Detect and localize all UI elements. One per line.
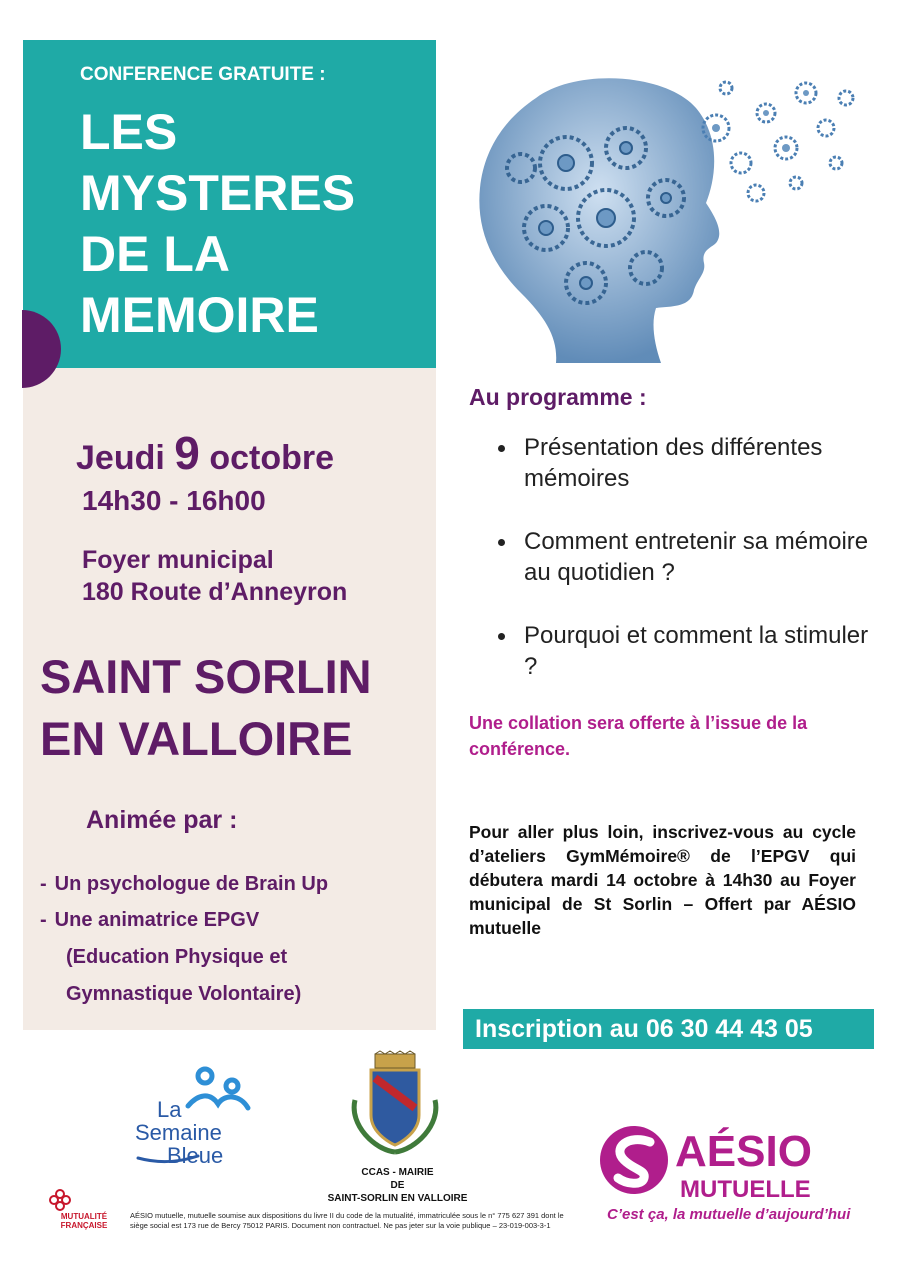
event-month: octobre	[209, 439, 334, 477]
aesio-tagline: C’est ça, la mutuelle d’aujourd’hui	[607, 1206, 851, 1223]
collation-note: Une collation sera offerte à l’issue de la conférence.	[469, 713, 808, 759]
host-label: Une animatrice EPGV	[54, 909, 260, 931]
mutualite-francaise-wordmark	[44, 1212, 124, 1230]
host-detail-line: (Education Physique et	[66, 946, 288, 968]
workshop-note: Pour aller plus loin, inscrivez-vous au cycle d’ateliers GymMémoire® de l’EPGV qui débutera mardi 14 octobre à 14h30 au Foyer municipal de St Sorlin – Offert par AÉSIO mutuelle	[469, 822, 856, 938]
event-day-word: Jeudi	[76, 439, 165, 477]
title-line: MEMOIRE	[80, 287, 319, 343]
ccas-line: DE	[390, 1180, 405, 1191]
title-line: DE LA	[80, 226, 230, 282]
ccas-line: SAINT-SORLIN EN VALLOIRE	[327, 1193, 468, 1204]
host-label: Un psychologue de Brain Up	[54, 873, 329, 895]
program-item: Pourquoi et comment la stimuler ?	[490, 620, 870, 682]
mutualite-line: FRANÇAISE	[60, 1221, 108, 1230]
program-list	[490, 432, 870, 714]
title-line: MYSTERES	[80, 165, 356, 221]
event-town	[40, 646, 372, 770]
ccas-caption	[305, 1166, 490, 1205]
aesio-logo-icon	[598, 1124, 670, 1196]
host-dash: -	[40, 909, 47, 931]
registration-banner: Inscription au 06 30 44 43 05	[463, 1009, 874, 1049]
event-info-panel	[23, 368, 436, 1030]
legal-notice: AÉSIO mutuelle, mutuelle soumise aux dispositions du livre II du code de la mutualité, immatriculée sous le n° 775 627 391 dont le siège social est 173 rue de Bercy 75012 PARIS. Document non contractuel. Ne pas jeter sur la voie publique – 23-019-003-3-1	[130, 1211, 564, 1230]
program-item: Présentation des différentes mémoires	[490, 432, 870, 494]
hosts-title: Animée par :	[86, 806, 238, 834]
host-item	[40, 909, 259, 932]
venue-address: 180 Route d’Anneyron	[82, 578, 348, 606]
host-detail-line: Gymnastique Volontaire)	[66, 983, 302, 1005]
host-dash: -	[40, 873, 47, 895]
conference-title	[80, 102, 355, 346]
semaine-line: La	[157, 1097, 182, 1122]
event-time: 14h30 - 16h00	[82, 485, 266, 516]
semaine-line: Semaine	[135, 1120, 222, 1145]
brain-gears-illustration	[466, 68, 866, 368]
host-item	[40, 873, 328, 896]
town-line: EN VALLOIRE	[40, 712, 353, 765]
ccas-line: CCAS - MAIRIE	[361, 1167, 434, 1178]
program-title: Au programme :	[469, 384, 647, 410]
aesio-subtitle: MUTUELLE	[680, 1176, 811, 1203]
aesio-name: AÉSIO	[675, 1127, 812, 1176]
ccas-crest-icon	[345, 1050, 445, 1160]
event-day-number: 9	[174, 427, 200, 479]
title-line: LES	[80, 104, 178, 160]
venue-name: Foyer municipal	[82, 546, 274, 574]
event-date	[76, 426, 334, 480]
semaine-line: Bleue	[167, 1143, 224, 1168]
semaine-bleue-wordmark	[135, 1098, 223, 1167]
town-line: SAINT SORLIN	[40, 650, 372, 703]
mutualite-line: MUTUALITÉ	[60, 1212, 108, 1221]
conference-kicker: CONFERENCE GRATUITE :	[80, 64, 326, 85]
program-item: Comment entretenir sa mémoire au quotidien ?	[490, 526, 870, 588]
title-banner	[23, 40, 436, 368]
